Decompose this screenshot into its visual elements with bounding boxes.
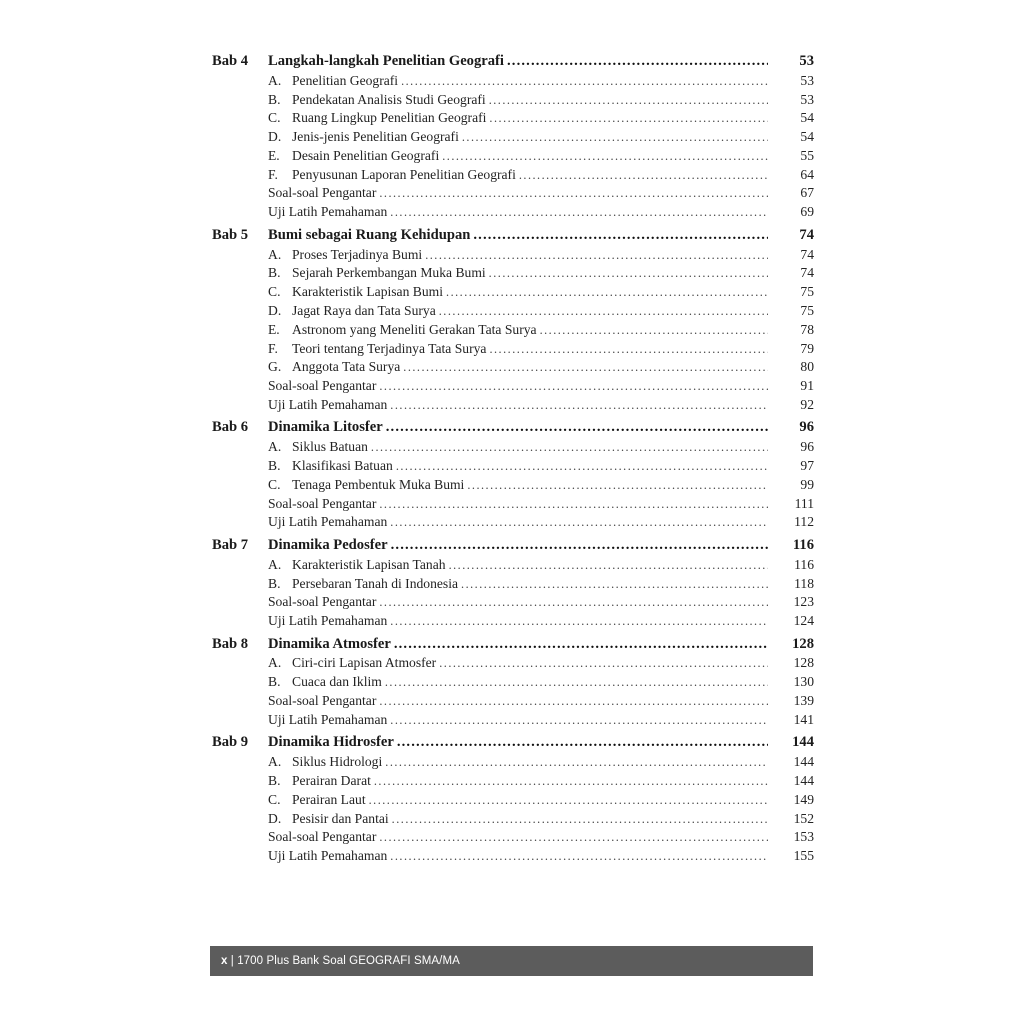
section-letter: B. <box>268 674 281 690</box>
toc-extra-row[interactable] <box>212 398 814 412</box>
toc-section-row[interactable] <box>212 656 814 670</box>
section-title: Pesisir dan Pantai <box>292 810 389 826</box>
dot-leader <box>439 656 768 670</box>
dot-leader <box>379 830 768 844</box>
section-page-number: 144 <box>793 772 814 788</box>
dot-leader <box>401 74 768 88</box>
toc-section-row[interactable] <box>212 304 814 318</box>
dot-leader <box>386 420 768 435</box>
dot-leader <box>446 285 768 299</box>
extra-page-number: 153 <box>793 829 814 845</box>
section-title: Jenis-jenis Penelitian Geografi <box>292 129 459 145</box>
dot-leader <box>396 459 768 473</box>
dot-leader <box>467 478 768 492</box>
section-letter: C. <box>268 110 281 126</box>
toc-section-row[interactable] <box>212 440 814 454</box>
section-letter: E. <box>268 321 280 337</box>
section-page-number: 64 <box>800 166 814 182</box>
chapter-page-number: 144 <box>792 734 814 751</box>
toc-extra-row[interactable] <box>212 497 814 511</box>
section-title: Penyusunan Laporan Penelitian Geografi <box>292 166 516 182</box>
dot-leader <box>489 342 768 356</box>
section-page-number: 75 <box>800 302 814 318</box>
extra-page-number: 69 <box>800 204 814 220</box>
dot-leader <box>390 398 768 412</box>
dot-leader <box>540 323 768 337</box>
section-letter: F. <box>268 340 278 356</box>
section-page-number: 130 <box>793 674 814 690</box>
extra-page-number: 141 <box>793 711 814 727</box>
section-letter: C. <box>268 284 281 300</box>
footer-book-title: 1700 Plus Bank Soal GEOGRAFI SMA/MA <box>237 955 460 967</box>
section-title: Pendekatan Analisis Studi Geografi <box>292 91 486 107</box>
section-letter: D. <box>268 810 282 826</box>
dot-leader <box>379 497 768 511</box>
section-letter: B. <box>268 265 281 281</box>
extra-page-number: 67 <box>800 185 814 201</box>
toc-extra-row[interactable] <box>212 713 814 727</box>
toc-section-row[interactable] <box>212 558 814 572</box>
extra-title: Uji Latih Pemahaman <box>268 848 388 864</box>
toc-section-row[interactable] <box>212 111 814 125</box>
section-page-number: 149 <box>793 791 814 807</box>
page-footer-bar <box>210 946 813 976</box>
toc-section-row[interactable] <box>212 793 814 807</box>
section-title: Proses Terjadinya Bumi <box>292 246 423 262</box>
extra-title: Uji Latih Pemahaman <box>268 514 388 530</box>
section-letter: C. <box>268 476 281 492</box>
section-letter: A. <box>268 246 282 262</box>
dot-leader <box>442 149 768 163</box>
chapter-number-label: Bab 7 <box>212 536 249 553</box>
dot-leader <box>489 111 768 125</box>
section-letter: B. <box>268 91 281 107</box>
toc-chapter-row[interactable] <box>212 54 814 69</box>
dot-leader <box>390 205 768 219</box>
toc-section-row[interactable] <box>212 266 814 280</box>
dot-leader <box>392 812 768 826</box>
extra-page-number: 124 <box>793 613 814 629</box>
toc-section-row[interactable] <box>212 577 814 591</box>
section-title: Penelitian Geografi <box>292 72 399 88</box>
section-letter: E. <box>268 147 280 163</box>
toc-section-row[interactable] <box>212 360 814 374</box>
section-page-number: 144 <box>793 754 814 770</box>
section-title: Perairan Laut <box>292 791 366 807</box>
dot-leader <box>379 379 768 393</box>
section-page-number: 54 <box>800 129 814 145</box>
section-letter: A. <box>268 439 282 455</box>
section-title: Persebaran Tanah di Indonesia <box>292 575 459 591</box>
section-page-number: 78 <box>800 321 814 337</box>
toc-extra-row[interactable] <box>212 379 814 393</box>
section-title: Karakteristik Lapisan Bumi <box>292 284 444 300</box>
toc-chapter-row[interactable] <box>212 735 814 750</box>
section-title: Anggota Tata Surya <box>292 359 401 375</box>
toc-section-row[interactable] <box>212 130 814 144</box>
dot-leader <box>394 637 768 652</box>
dot-leader <box>390 849 768 863</box>
section-title: Cuaca dan Iklim <box>292 674 382 690</box>
toc-section-row[interactable] <box>212 459 814 473</box>
section-letter: B. <box>268 575 281 591</box>
section-title: Ruang Lingkup Penelitian Geografi <box>292 110 487 126</box>
section-letter: A. <box>268 72 282 88</box>
section-letter: D. <box>268 129 282 145</box>
section-title: Perairan Darat <box>292 772 371 788</box>
table-of-contents <box>212 54 814 863</box>
toc-section-row[interactable] <box>212 675 814 689</box>
dot-leader <box>385 755 768 769</box>
dot-leader <box>461 577 768 591</box>
dot-leader <box>439 304 768 318</box>
dot-leader <box>374 774 768 788</box>
section-page-number: 99 <box>800 476 814 492</box>
section-letter: G. <box>268 359 282 375</box>
section-title: Jagat Raya dan Tata Surya <box>292 302 436 318</box>
section-letter: A. <box>268 556 282 572</box>
dot-leader <box>390 614 768 628</box>
chapter-title: Dinamika Litosfer <box>268 419 383 436</box>
section-title: Desain Penelitian Geografi <box>292 147 440 163</box>
section-page-number: 54 <box>800 110 814 126</box>
toc-chapter-row[interactable] <box>212 538 814 553</box>
toc-chapter-row[interactable] <box>212 637 814 652</box>
toc-section-row[interactable] <box>212 74 814 88</box>
dot-leader <box>403 360 768 374</box>
extra-title: Soal-soal Pengantar <box>268 185 377 201</box>
chapter-page-number: 53 <box>799 53 814 69</box>
section-page-number: 53 <box>800 72 814 88</box>
footer-page-number: x <box>221 955 228 967</box>
section-page-number: 74 <box>800 246 814 262</box>
chapter-number-label: Bab 4 <box>212 53 249 69</box>
dot-leader <box>519 168 768 182</box>
section-page-number: 128 <box>793 655 814 671</box>
chapter-title: Dinamika Hidrosfer <box>268 734 394 751</box>
chapter-title: Dinamika Pedosfer <box>268 536 388 553</box>
section-title: Sejarah Perkembangan Muka Bumi <box>292 265 486 281</box>
dot-leader <box>390 515 768 529</box>
dot-leader <box>462 130 768 144</box>
toc-extra-row[interactable] <box>212 515 814 529</box>
toc-section-row[interactable] <box>212 285 814 299</box>
footer-separator: | <box>227 955 238 967</box>
dot-leader <box>379 694 768 708</box>
section-page-number: 116 <box>794 556 814 572</box>
section-letter: B. <box>268 772 281 788</box>
toc-section-row[interactable] <box>212 323 814 337</box>
section-page-number: 80 <box>800 359 814 375</box>
toc-extra-row[interactable] <box>212 694 814 708</box>
extra-title: Uji Latih Pemahaman <box>268 204 388 220</box>
section-page-number: 152 <box>793 810 814 826</box>
dot-leader <box>489 266 768 280</box>
extra-title: Soal-soal Pengantar <box>268 378 377 394</box>
extra-page-number: 92 <box>800 396 814 412</box>
chapter-number-label: Bab 8 <box>212 635 249 652</box>
section-title: Tenaga Pembentuk Muka Bumi <box>292 476 465 492</box>
section-page-number: 97 <box>800 458 814 474</box>
extra-page-number: 91 <box>800 378 814 394</box>
section-letter: D. <box>268 302 282 318</box>
extra-title: Uji Latih Pemahaman <box>268 613 388 629</box>
section-page-number: 74 <box>800 265 814 281</box>
dot-leader <box>391 538 768 553</box>
dot-leader <box>379 186 768 200</box>
extra-title: Uji Latih Pemahaman <box>268 396 388 412</box>
extra-page-number: 112 <box>794 514 814 530</box>
toc-section-row[interactable] <box>212 774 814 788</box>
extra-title: Soal-soal Pengantar <box>268 495 377 511</box>
section-letter: A. <box>268 655 282 671</box>
section-page-number: 75 <box>800 284 814 300</box>
chapter-number-label: Bab 9 <box>212 734 249 751</box>
section-title: Astronom yang Meneliti Gerakan Tata Surya <box>292 321 537 337</box>
dot-leader <box>473 228 768 243</box>
toc-section-row[interactable] <box>212 812 814 826</box>
dot-leader <box>379 595 768 609</box>
chapter-page-number: 74 <box>799 226 814 243</box>
toc-section-row[interactable] <box>212 93 814 107</box>
section-page-number: 118 <box>794 575 814 591</box>
dot-leader <box>371 440 768 454</box>
toc-section-row[interactable] <box>212 248 814 262</box>
chapter-title: Bumi sebagai Ruang Kehidupan <box>268 226 471 243</box>
section-title: Klasifikasi Batuan <box>292 458 393 474</box>
chapter-number-label: Bab 6 <box>212 419 249 436</box>
section-title: Karakteristik Lapisan Tanah <box>292 556 446 572</box>
section-page-number: 96 <box>800 439 814 455</box>
section-title: Ciri-ciri Lapisan Atmosfer <box>292 655 437 671</box>
extra-page-number: 111 <box>794 495 814 511</box>
chapter-page-number: 96 <box>799 419 814 436</box>
extra-title: Soal-soal Pengantar <box>268 693 377 709</box>
section-title: Teori tentang Terjadinya Tata Surya <box>292 340 487 356</box>
extra-title: Soal-soal Pengantar <box>268 594 377 610</box>
section-page-number: 79 <box>800 340 814 356</box>
section-letter: A. <box>268 754 282 770</box>
dot-leader <box>369 793 768 807</box>
dot-leader <box>385 675 768 689</box>
dot-leader <box>390 713 768 727</box>
toc-section-row[interactable] <box>212 168 814 182</box>
section-title: Siklus Hidrologi <box>292 754 383 770</box>
toc-chapter-row[interactable] <box>212 420 814 435</box>
toc-extra-row[interactable] <box>212 830 814 844</box>
toc-extra-row[interactable] <box>212 595 814 609</box>
chapter-page-number: 128 <box>792 635 814 652</box>
section-page-number: 53 <box>800 91 814 107</box>
extra-page-number: 123 <box>793 594 814 610</box>
toc-extra-row[interactable] <box>212 614 814 628</box>
chapter-number-label: Bab 5 <box>212 226 249 243</box>
toc-extra-row[interactable] <box>212 205 814 219</box>
toc-section-row[interactable] <box>212 478 814 492</box>
dot-leader <box>449 558 768 572</box>
section-letter: F. <box>268 166 278 182</box>
extra-page-number: 139 <box>793 693 814 709</box>
section-letter: C. <box>268 791 281 807</box>
section-letter: B. <box>268 458 281 474</box>
toc-extra-row[interactable] <box>212 186 814 200</box>
extra-page-number: 155 <box>793 848 814 864</box>
dot-leader <box>425 248 768 262</box>
extra-title: Uji Latih Pemahaman <box>268 711 388 727</box>
toc-section-row[interactable] <box>212 149 814 163</box>
toc-extra-row[interactable] <box>212 849 814 863</box>
footer-text <box>210 955 460 967</box>
extra-title: Soal-soal Pengantar <box>268 829 377 845</box>
chapter-page-number: 116 <box>792 536 814 553</box>
chapter-title: Dinamika Atmosfer <box>268 635 391 652</box>
section-page-number: 55 <box>800 147 814 163</box>
dot-leader <box>507 54 768 69</box>
dot-leader <box>489 93 768 107</box>
dot-leader <box>397 735 768 750</box>
toc-chapter-row[interactable] <box>212 228 814 243</box>
section-title: Siklus Batuan <box>292 439 368 455</box>
toc-section-row[interactable] <box>212 342 814 356</box>
chapter-title: Langkah-langkah Penelitian Geografi <box>268 53 504 69</box>
toc-section-row[interactable] <box>212 755 814 769</box>
